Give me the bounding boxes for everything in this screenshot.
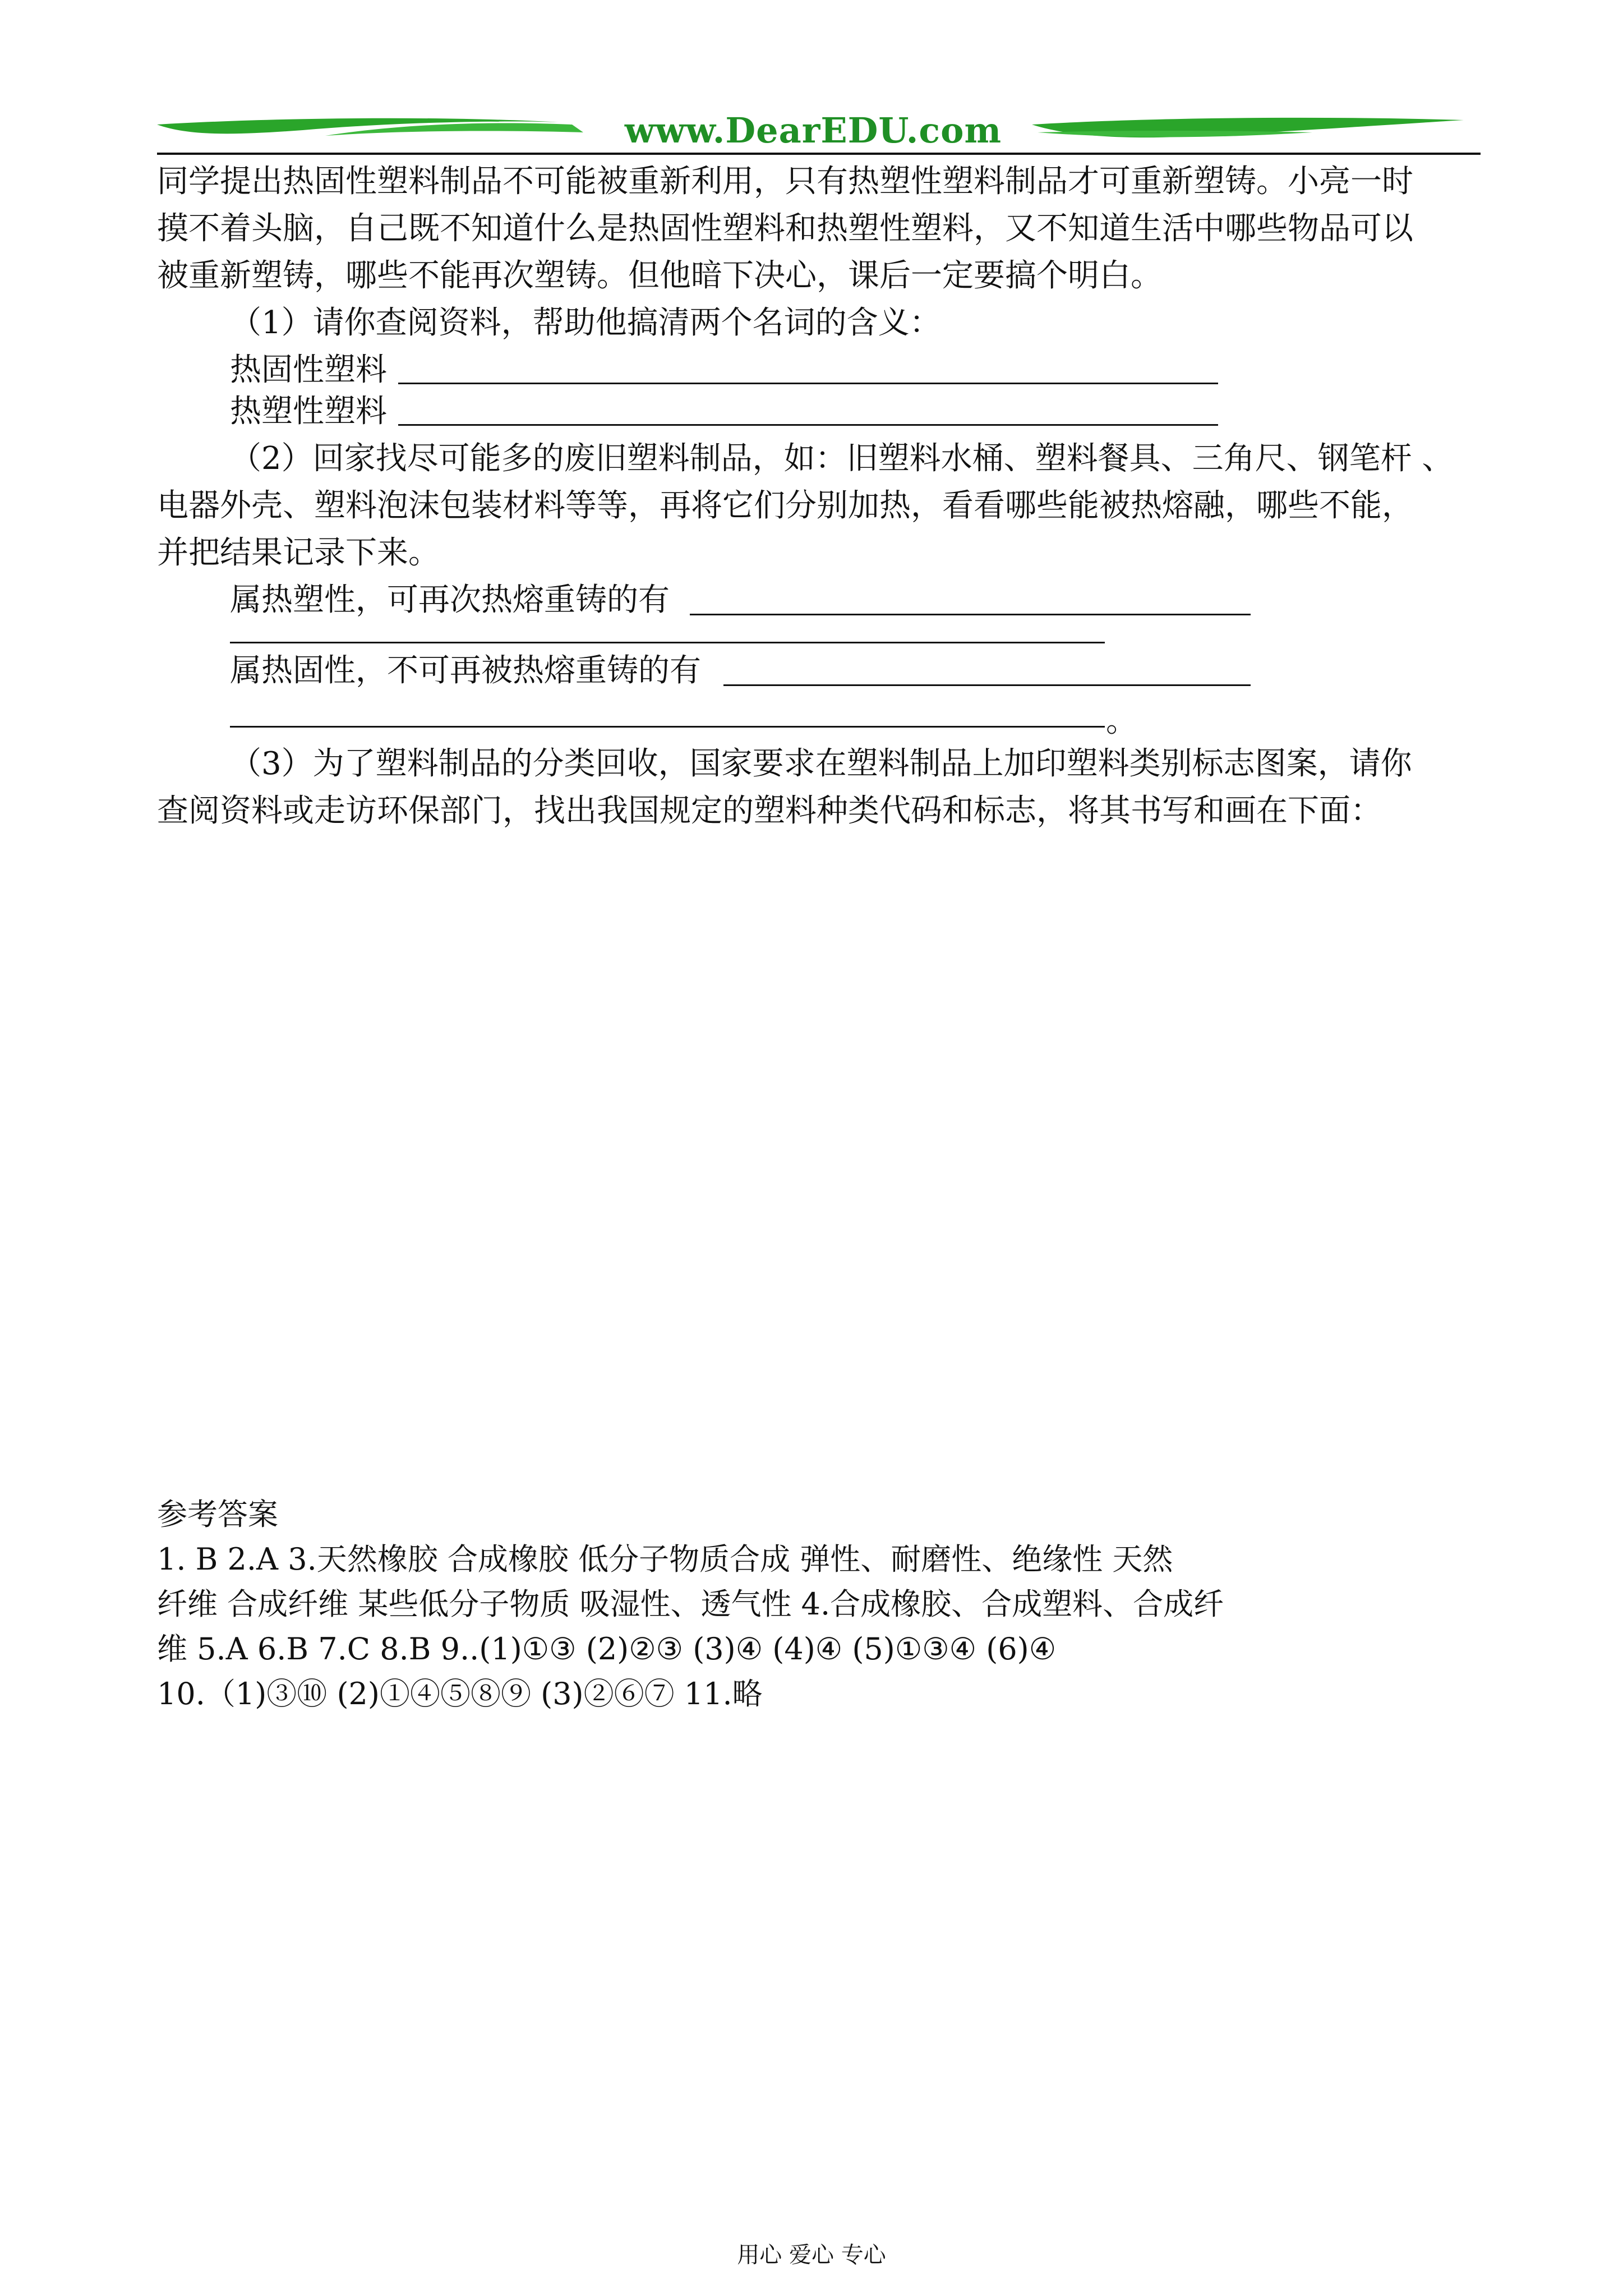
paragraph-line: 被重新塑铸，哪些不能再次塑铸。但他暗下决心，课后一定要搞个明白。 xyxy=(157,257,1162,294)
question-1: （1）请你查阅资料，帮助他搞清两个名词的含义： xyxy=(230,305,941,341)
answer-title: 参考答案 xyxy=(157,1497,278,1532)
thermoset-prompt: 属热固性，不可再被热熔重铸的有 xyxy=(230,652,701,689)
paragraph-line: 电器外壳、塑料泡沫包装材料等等，再将它们分别加热，看看哪些能被热熔融，哪些不能， xyxy=(157,487,1413,524)
paragraph-line: 同学提出热固性塑料制品不可能被重新利用，只有热塑性塑料制品才可重新塑铸。小亮一时 xyxy=(157,163,1413,200)
answer-blank xyxy=(723,684,1251,686)
answer-blank xyxy=(230,726,1105,728)
site-header xyxy=(157,108,1464,159)
period-mark: 。 xyxy=(1106,703,1137,739)
answer-blank xyxy=(690,614,1251,615)
page-footer: 用心 爱心 专心 xyxy=(737,2242,886,2268)
answer-line: 1. B 2.A 3.天然橡胶 合成橡胶 低分子物质合成 弹性、耐磨性、绝缘性 天然 xyxy=(157,1542,1173,1577)
answer-line: 10.（1)③⑩ (2)①④⑤⑧⑨ (3)②⑥⑦ 11.略 xyxy=(157,1676,763,1711)
answer-blank xyxy=(230,642,1105,643)
term-label-thermoset: 热固性塑料 xyxy=(230,352,387,388)
thermoplastic-prompt: 属热塑性，可再次热熔重铸的有 xyxy=(230,582,670,618)
paragraph-line: 摸不着头脑，自己既不知道什么是热固性塑料和热塑性塑料，又不知道生活中哪些物品可以 xyxy=(157,210,1413,247)
question-2: （2）回家找尽可能多的废旧塑料制品，如：旧塑料水桶、塑料餐具、三角尺、钢笔杆 、 xyxy=(230,440,1454,477)
term-label-thermoplastic: 热塑性塑料 xyxy=(230,393,387,430)
header-rule xyxy=(157,153,1481,155)
paragraph-line: 并把结果记录下来。 xyxy=(157,535,440,571)
question-3: （3）为了塑料制品的分类回收，国家要求在塑料制品上加印塑料类别标志图案，请你 xyxy=(230,746,1412,782)
paragraph-line: 查阅资料或走访环保部门，找出我国规定的塑料种类代码和标志，将其书写和画在下面： xyxy=(157,793,1382,829)
answer-line: 纤维 合成纤维 某些低分子物质 吸湿性、透气性 4.合成橡胶、合成塑料、合成纤 xyxy=(157,1586,1224,1622)
site-name: www.DearEDU.com xyxy=(624,110,1002,151)
answer-blank xyxy=(398,383,1218,384)
answer-blank xyxy=(398,424,1218,426)
answer-line: 维 5.A 6.B 7.C 8.B 9..(1)①③ (2)②③ (3)④ (4)④ (5)①③④ (6)④ xyxy=(157,1631,1057,1667)
